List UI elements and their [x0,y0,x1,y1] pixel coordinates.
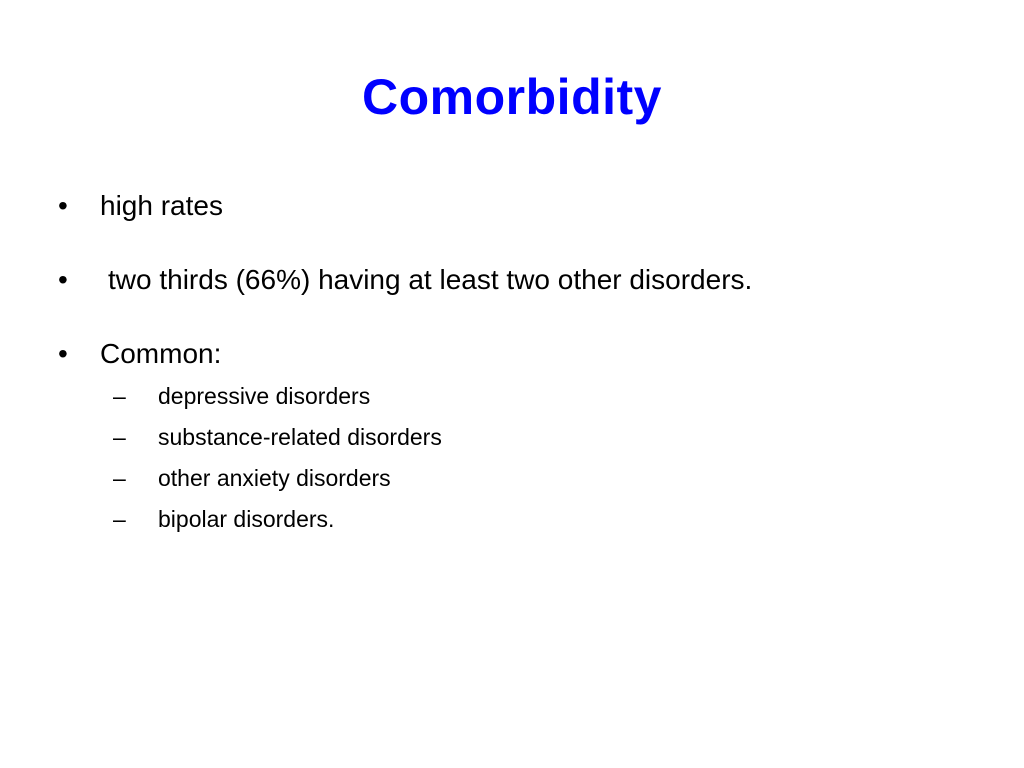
sub-bullet-text: other anxiety disorders [158,465,391,491]
bullet-marker: • [58,264,68,295]
sub-bullet-item [113,417,978,458]
sub-bullet-text: substance-related disorders [158,424,442,450]
bullet-item [58,260,978,300]
sub-bullet-item [113,376,978,417]
bullet-item [58,334,978,540]
bullet-item [58,186,978,226]
bullet-text: Common: [100,338,222,369]
bullet-text: two thirds (66%) having at least two other disorders. [108,264,753,295]
dash-marker: – [113,424,126,450]
bullet-text: high rates [100,190,223,221]
dash-marker: – [113,506,126,532]
bullet-list [58,186,978,574]
slide-title: Comorbidity [362,69,662,125]
dash-marker: – [113,383,126,409]
sub-bullet-text: bipolar disorders. [158,506,335,532]
bullet-marker: • [58,338,68,369]
sub-bullet-list [100,376,978,540]
sub-bullet-item [113,499,978,540]
sub-bullet-text: depressive disorders [158,383,371,409]
dash-marker: – [113,465,126,491]
bullet-marker: • [58,190,68,221]
sub-bullet-item [113,458,978,499]
